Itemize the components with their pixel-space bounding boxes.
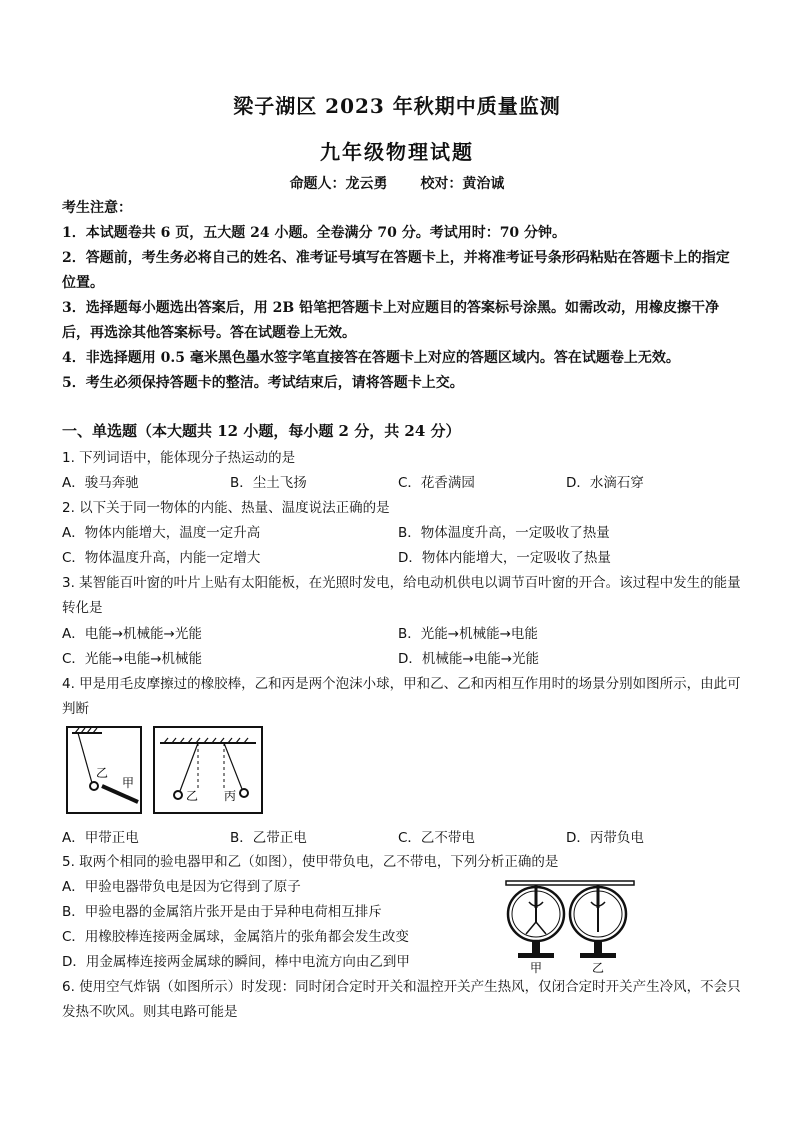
question-3-stem bbox=[62, 571, 742, 621]
question-3-options-row2 bbox=[62, 647, 742, 672]
option-c: C．光能→电能→机械能 bbox=[62, 651, 203, 667]
option-b: B．尘土飞扬 bbox=[230, 475, 307, 491]
ball-bing bbox=[240, 789, 248, 797]
figure-label: 乙 bbox=[96, 766, 109, 780]
option-b: B．物体温度升高，一定吸收了热量 bbox=[398, 525, 610, 541]
question-3-options-row1 bbox=[62, 622, 742, 647]
question-stem: 4. 甲是用毛皮摩擦过的橡胶棒，乙和丙是两个泡沫小球，甲和乙、乙和丙相互作用时的场景分别如图所示，由此可判断 bbox=[62, 676, 741, 717]
question-stem: 5. 取两个相同的验电器甲和乙（如图），使甲带负电，乙不带电，下列分析正确的是 bbox=[62, 854, 559, 870]
question-4-options bbox=[62, 826, 742, 851]
note-item: 2．答题前，考生务必将自己的姓名、准考证号填写在答题卡上，并将准考证号条形码粘贴在答题卡上的指定位置。 bbox=[62, 250, 730, 291]
option-d: D．用金属棒连接两金属球的瞬间，棒中电流方向由乙到甲 bbox=[62, 954, 410, 970]
ball-yi bbox=[174, 791, 182, 799]
note-item: 1．本试题卷共 6 页，五大题 24 小题。全卷满分 70 分。考试用时：70 分钟。 bbox=[62, 225, 567, 241]
option-a: A．电能→机械能→光能 bbox=[62, 626, 202, 642]
thread bbox=[180, 743, 198, 791]
ball-yi bbox=[90, 782, 98, 790]
note-item: 5．考生必须保持答题卡的整洁。考试结束后，请将答题卡上交。 bbox=[62, 375, 464, 391]
question-6-stem bbox=[62, 975, 742, 1025]
question-4-figure bbox=[66, 725, 266, 817]
question-2-options-row2 bbox=[62, 546, 742, 571]
question-4-stem bbox=[62, 672, 742, 722]
question-5-electroscopes-figure bbox=[496, 876, 646, 974]
exam-title: 梁子湖区 2023 年秋期中质量监测 bbox=[233, 94, 561, 118]
question-stem: 3. 某智能百叶窗的叶片上贴有太阳能板，在光照时发电，给电动机供电以调节百叶窗的开合。该过程中发生的能量转化是 bbox=[62, 575, 741, 616]
question-2-options-row1 bbox=[62, 521, 742, 546]
proofreader: 校对：黄治诚 bbox=[420, 176, 505, 192]
figure-label: 丙 bbox=[224, 789, 237, 803]
question-stem: 2. 以下关于同一物体的内能、热量、温度说法正确的是 bbox=[62, 500, 390, 516]
thread bbox=[78, 733, 92, 783]
candidate-notes bbox=[62, 196, 738, 396]
electroscope-jia bbox=[508, 885, 564, 958]
note-item: 3．选择题每小题选出答案后，用 2B 铅笔把答题卡上对应题目的答案标号涂黑。如需改动，用橡皮擦干净后，再选涂其他答案标号。答在试题卷上无效。 bbox=[62, 300, 720, 341]
note-item: 4．非选择题用 0.5 毫米黑色墨水签字笔直接答在答题卡上对应的答题区域内。答在试题卷上无效。 bbox=[62, 350, 680, 366]
question-1-options bbox=[62, 471, 742, 496]
author: 命题人：龙云勇 bbox=[289, 176, 388, 192]
question-stem: 1. 下列词语中，能体现分子热运动的是 bbox=[62, 450, 296, 466]
author-line bbox=[0, 173, 794, 193]
option-b: B．乙带正电 bbox=[230, 830, 307, 846]
question-2-stem bbox=[62, 496, 742, 521]
question-stem: 6. 使用空气炸锅（如图所示）时发现：同时闭合定时开关和温控开关产生热风，仅闭合定时开关产生冷风，不会只发热不吹风。则其电路可能是 bbox=[62, 979, 741, 1020]
figure-label: 甲 bbox=[122, 776, 135, 790]
option-c: C．物体温度升高，内能一定增大 bbox=[62, 550, 261, 566]
connecting-rod bbox=[506, 881, 634, 885]
option-a: A．甲验电器带负电是因为它得到了原子 bbox=[62, 879, 301, 895]
option-d: D．物体内能增大，一定吸收了热量 bbox=[398, 550, 611, 566]
option-c: C．用橡胶棒连接两金属球，金属箔片的张角都会发生改变 bbox=[62, 929, 409, 945]
question-5-options bbox=[62, 875, 492, 975]
option-c: C．乙不带电 bbox=[398, 830, 475, 846]
option-d: D．丙带负电 bbox=[566, 830, 644, 846]
figure-label: 甲 bbox=[530, 961, 543, 974]
thread bbox=[224, 743, 242, 789]
option-b: B．甲验电器的金属箔片张开是由于异种电荷相互排斥 bbox=[62, 904, 382, 920]
option-b: B．光能→机械能→电能 bbox=[398, 626, 538, 642]
exam-subtitle: 九年级物理试题 bbox=[320, 140, 474, 164]
figure-label: 乙 bbox=[186, 789, 199, 803]
notes-heading: 考生注意： bbox=[62, 200, 132, 216]
question-1-stem bbox=[62, 446, 742, 471]
electroscope-yi bbox=[570, 885, 626, 958]
option-d: D．机械能→电能→光能 bbox=[398, 651, 540, 667]
option-c: C．花香满园 bbox=[398, 475, 475, 491]
option-a: A．甲带正电 bbox=[62, 830, 139, 846]
figure-label: 乙 bbox=[592, 961, 605, 974]
option-a: A．物体内能增大，温度一定升高 bbox=[62, 525, 261, 541]
question-5-stem bbox=[62, 850, 742, 875]
section-heading: 一、单选题（本大题共 12 小题，每小题 2 分，共 24 分） bbox=[62, 422, 461, 440]
option-d: D．水滴石穿 bbox=[566, 475, 644, 491]
option-a: A．骏马奔驰 bbox=[62, 475, 139, 491]
